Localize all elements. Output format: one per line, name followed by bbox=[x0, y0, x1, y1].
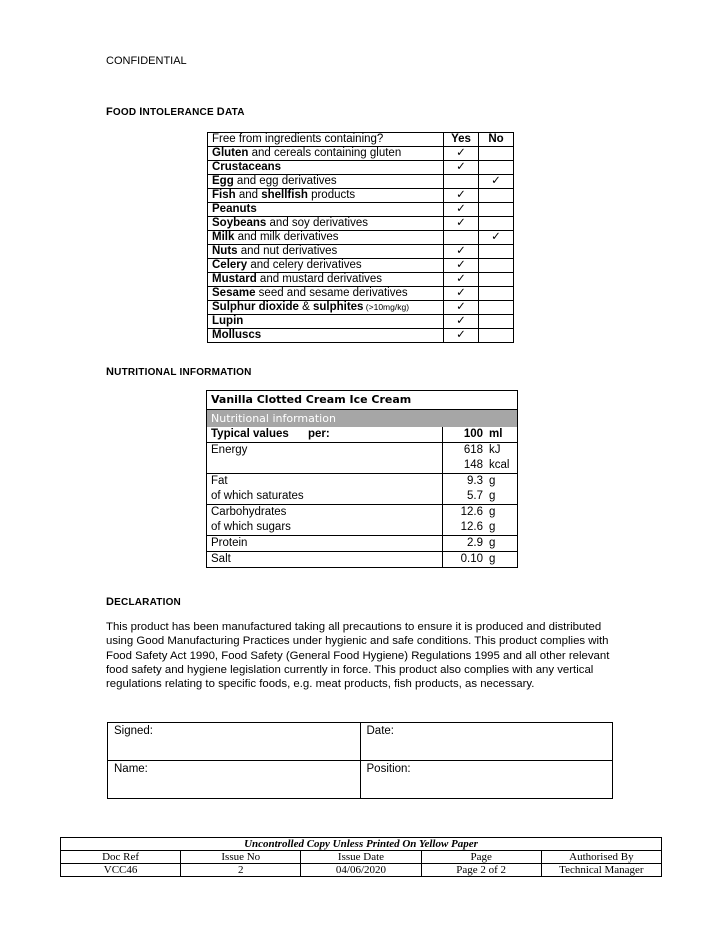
footer-banner: Uncontrolled Copy Unless Printed On Yellow Paper bbox=[61, 838, 662, 851]
yes-check: ✓ bbox=[444, 217, 479, 231]
doc-ref-header: Doc Ref bbox=[61, 851, 181, 864]
salt-value: 0.10 bbox=[442, 552, 486, 567]
allergen-label: Crustaceans bbox=[208, 161, 444, 175]
nutritional-heading: NUTRITIONAL INFORMATION bbox=[106, 366, 252, 378]
sugars-label: of which sugars bbox=[211, 521, 291, 533]
nutrition-table bbox=[206, 390, 518, 568]
saturates-unit: g bbox=[489, 490, 496, 502]
no-check bbox=[479, 203, 514, 217]
fat-row bbox=[207, 473, 517, 504]
salt-row bbox=[207, 551, 517, 567]
position-field[interactable]: Position: bbox=[360, 761, 613, 799]
intolerance-row bbox=[208, 175, 514, 189]
fat-value: 9.3 bbox=[467, 475, 483, 487]
no-check bbox=[479, 287, 514, 301]
yes-check: ✓ bbox=[444, 189, 479, 203]
no-check bbox=[479, 273, 514, 287]
intolerance-row bbox=[208, 259, 514, 273]
no-check bbox=[479, 315, 514, 329]
authorised-by-value: Technical Manager bbox=[541, 864, 661, 877]
doc-ref-value: VCC46 bbox=[61, 864, 181, 877]
yes-check: ✓ bbox=[444, 147, 479, 161]
footer-table bbox=[60, 837, 662, 877]
carbs-value: 12.6 bbox=[460, 506, 483, 518]
intolerance-row bbox=[208, 301, 514, 315]
confidential-label: CONFIDENTIAL bbox=[106, 55, 187, 67]
energy-label: Energy bbox=[211, 444, 248, 456]
protein-value: 2.9 bbox=[442, 536, 486, 551]
energy-kcal-unit: kcal bbox=[489, 459, 510, 471]
intolerance-row bbox=[208, 189, 514, 203]
name-field[interactable]: Name: bbox=[108, 761, 361, 799]
intolerance-row bbox=[208, 161, 514, 175]
allergen-label: Nuts and nut derivatives bbox=[208, 245, 444, 259]
allergen-label: Sesame seed and sesame derivatives bbox=[208, 287, 444, 301]
footer-header-row bbox=[61, 851, 662, 864]
yes-check: ✓ bbox=[444, 259, 479, 273]
yes-check: ✓ bbox=[444, 245, 479, 259]
no-check: ✓ bbox=[479, 231, 514, 245]
allergen-label: Molluscs bbox=[208, 329, 444, 343]
yes-check bbox=[444, 175, 479, 189]
no-check bbox=[479, 147, 514, 161]
issue-no-header: Issue No bbox=[181, 851, 301, 864]
allergen-label: Milk and milk derivatives bbox=[208, 231, 444, 245]
allergen-label: Egg and egg derivatives bbox=[208, 175, 444, 189]
yes-check: ✓ bbox=[444, 329, 479, 343]
signed-field[interactable]: Signed: bbox=[108, 723, 361, 761]
allergen-label: Mustard and mustard derivatives bbox=[208, 273, 444, 287]
allergen-label: Sulphur dioxide & sulphites (>10mg/kg) bbox=[208, 301, 444, 315]
yes-check: ✓ bbox=[444, 315, 479, 329]
allergen-label: Soybeans and soy derivatives bbox=[208, 217, 444, 231]
nutrition-header-row bbox=[207, 427, 517, 442]
energy-kj-value: 618 bbox=[463, 444, 483, 456]
no-check bbox=[479, 245, 514, 259]
allergen-label: Lupin bbox=[208, 315, 444, 329]
no-check: ✓ bbox=[479, 175, 514, 189]
salt-unit: g bbox=[489, 553, 496, 565]
footer-value-row bbox=[61, 864, 662, 877]
authorised-by-header: Authorised By bbox=[541, 851, 661, 864]
page-header: Page bbox=[421, 851, 541, 864]
carbs-row bbox=[207, 504, 517, 535]
saturates-label: of which saturates bbox=[211, 490, 304, 502]
yes-check: ✓ bbox=[444, 301, 479, 315]
page-value: Page 2 of 2 bbox=[421, 864, 541, 877]
issue-date-header: Issue Date bbox=[301, 851, 421, 864]
yes-header: Yes bbox=[444, 133, 479, 147]
allergen-label: Celery and celery derivatives bbox=[208, 259, 444, 273]
no-check bbox=[479, 259, 514, 273]
intolerance-row bbox=[208, 231, 514, 245]
per-value: 100 bbox=[442, 427, 486, 442]
issue-date-value: 04/06/2020 bbox=[301, 864, 421, 877]
declaration-text: This product has been manufactured taking all precautions to ensure it is produced and distributed using Good Manufacturing Practices under hygienic and safe conditions. This product complies with Food Safety Act 1990, Food Safety (General Food Hygiene) Regulations 1995 and all other relevant food safety and hygiene legislation currently in force. This product also complies with any vertical regulations relating to specific foods, e.g. meat products, fish products, as necessary. bbox=[106, 621, 610, 691]
no-check bbox=[479, 301, 514, 315]
saturates-value: 5.7 bbox=[467, 490, 483, 502]
sugars-unit: g bbox=[489, 521, 496, 533]
intolerance-row bbox=[208, 287, 514, 301]
no-check bbox=[479, 161, 514, 175]
energy-row bbox=[207, 442, 517, 473]
fat-label: Fat bbox=[211, 475, 228, 487]
date-field[interactable]: Date: bbox=[360, 723, 613, 761]
intolerance-row bbox=[208, 147, 514, 161]
yes-check: ✓ bbox=[444, 273, 479, 287]
yes-check: ✓ bbox=[444, 287, 479, 301]
no-check bbox=[479, 189, 514, 203]
intolerance-question-header: Free from ingredients containing? bbox=[208, 133, 444, 147]
fat-unit: g bbox=[489, 475, 496, 487]
allergen-label: Gluten and cereals containing gluten bbox=[208, 147, 444, 161]
carbs-label: Carbohydrates bbox=[211, 506, 287, 518]
intolerance-row bbox=[208, 315, 514, 329]
protein-unit: g bbox=[489, 537, 496, 549]
intolerance-header-row bbox=[208, 133, 514, 147]
typical-values-label: Typical values per: bbox=[211, 428, 330, 440]
signature-table bbox=[107, 722, 613, 799]
protein-row bbox=[207, 535, 517, 551]
declaration-heading: DECLARATION bbox=[106, 596, 181, 608]
product-name: Vanilla Clotted Cream Ice Cream bbox=[207, 391, 517, 410]
yes-check: ✓ bbox=[444, 161, 479, 175]
issue-no-value: 2 bbox=[181, 864, 301, 877]
per-unit: ml bbox=[489, 428, 503, 440]
energy-kj-unit: kJ bbox=[489, 444, 501, 456]
energy-kcal-value: 148 bbox=[463, 459, 483, 471]
sugars-value: 12.6 bbox=[460, 521, 483, 533]
nutrition-band: Nutritional information bbox=[207, 410, 517, 427]
no-header: No bbox=[479, 133, 514, 147]
allergen-label: Peanuts bbox=[208, 203, 444, 217]
intolerance-row bbox=[208, 245, 514, 259]
intolerance-row bbox=[208, 217, 514, 231]
salt-label: Salt bbox=[211, 553, 231, 565]
intolerance-row bbox=[208, 203, 514, 217]
intolerance-table bbox=[207, 132, 514, 343]
intolerance-row bbox=[208, 273, 514, 287]
allergen-label: Fish and shellfish products bbox=[208, 189, 444, 203]
food-intolerance-heading: FOOD INTOLERANCE DATA bbox=[106, 106, 245, 118]
yes-check bbox=[444, 231, 479, 245]
yes-check: ✓ bbox=[444, 203, 479, 217]
no-check bbox=[479, 329, 514, 343]
intolerance-row bbox=[208, 329, 514, 343]
carbs-unit: g bbox=[489, 506, 496, 518]
no-check bbox=[479, 217, 514, 231]
protein-label: Protein bbox=[211, 537, 248, 549]
